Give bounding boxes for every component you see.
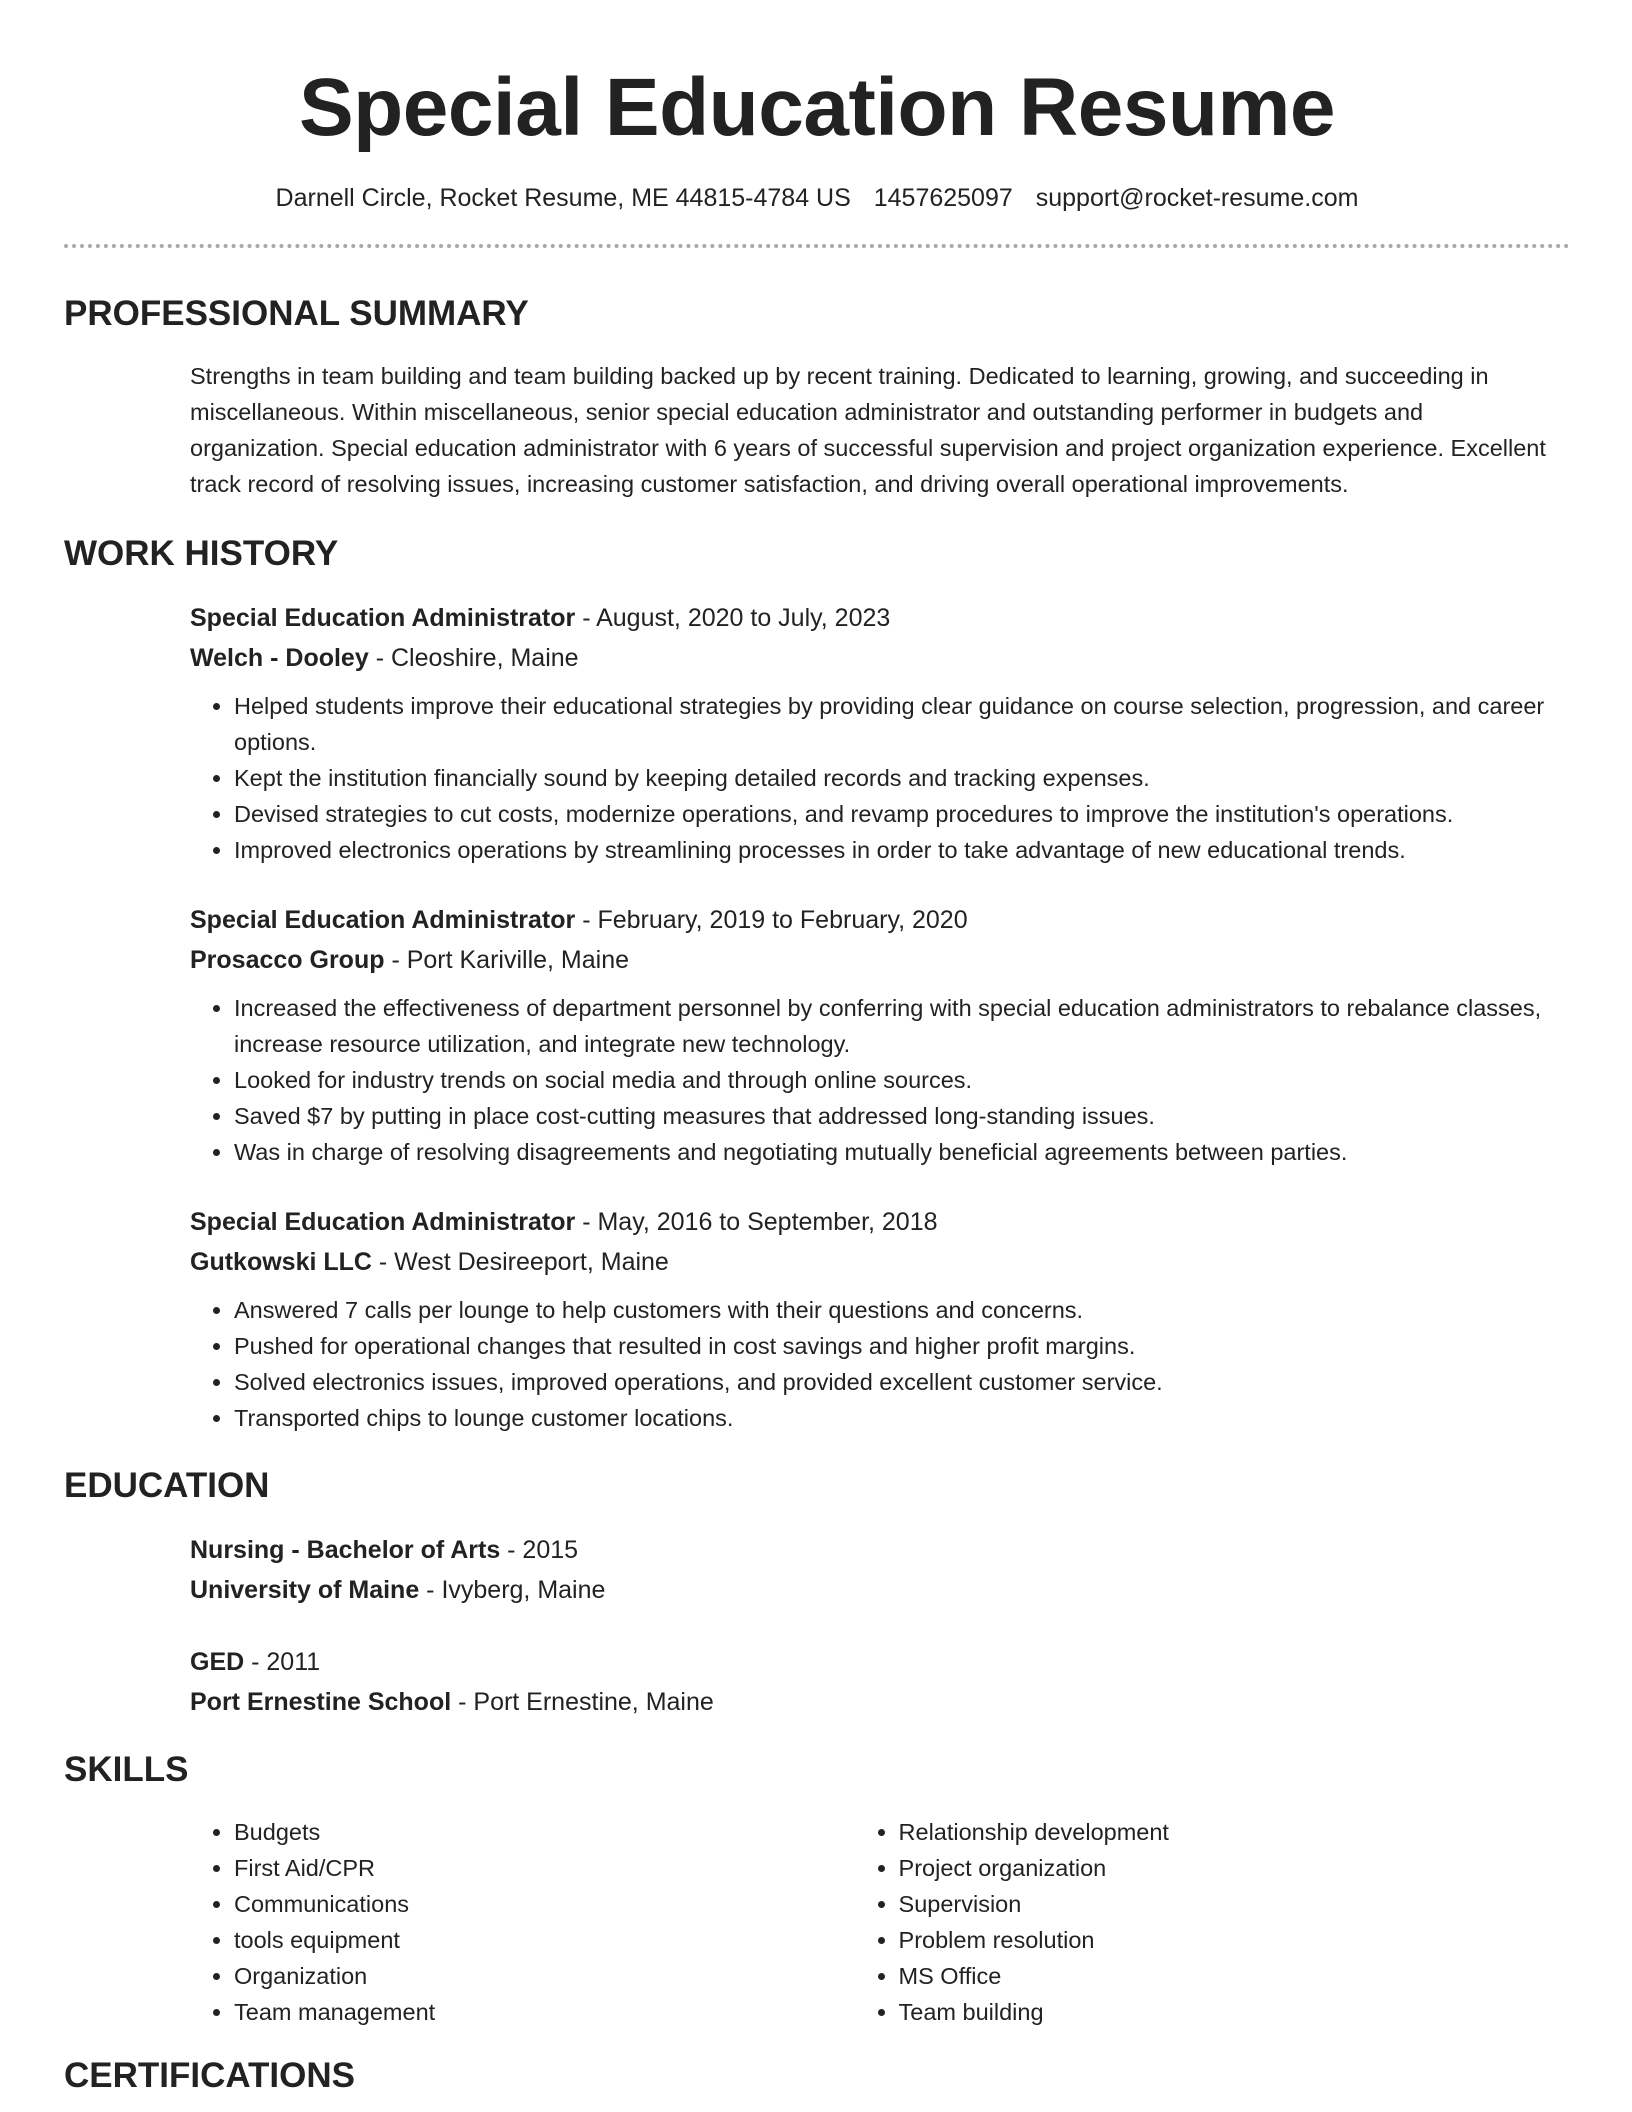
- education-degree-line: [190, 1642, 1562, 1682]
- job-company: Gutkowski LLC: [190, 1248, 372, 1276]
- job-dates: - February, 2019 to February, 2020: [575, 906, 968, 934]
- job-location: - Cleoshire, Maine: [368, 644, 579, 672]
- job-bullet: • Helped students improve their educational strategies by providing clear guidance on course selection, progression, and career options.: [234, 688, 1562, 760]
- job-company: Welch - Dooley: [190, 644, 369, 672]
- skills-columns: [190, 1814, 1562, 2030]
- contact-line: [64, 180, 1570, 216]
- job-bullet: • Pushed for operational changes that resulted in cost savings and higher profit margins.: [234, 1328, 1562, 1364]
- education-degree-line: [190, 1530, 1562, 1570]
- job-title: Special Education Administrator: [190, 1208, 576, 1236]
- job-bullet: • Saved $7 by putting in place cost-cutting measures that addressed long-standing issues.: [234, 1098, 1562, 1134]
- job-bullets: [190, 990, 1562, 1170]
- education-year: - 2015: [500, 1536, 579, 1564]
- contact-phone: 1457625097: [873, 184, 1013, 212]
- summary-text: Strengths in team building and team building backed up by recent training. Dedicated to learning, growing, and succeeding in miscellaneous. Within miscellaneous, senior special education administrator and outstanding performer in budgets and organization. Special education administrator with 6 years of successful supervision and project organization experience. Excellent track record of resolving issues, increasing customer satisfaction, and driving overall operational improvements.: [190, 363, 1546, 497]
- education-school: University of Maine: [190, 1576, 420, 1604]
- skill-item: • Communications: [234, 1886, 855, 1922]
- skill-item: • MS Office: [899, 1958, 1562, 1994]
- job-bullet: • Answered 7 calls per lounge to help customers with their questions and concerns.: [234, 1292, 1562, 1328]
- education-school: Port Ernestine School: [190, 1688, 452, 1716]
- job-company: Prosacco Group: [190, 946, 385, 974]
- section-title-certifications: CERTIFICATIONS: [64, 2056, 356, 2095]
- education-entry: [190, 1642, 1562, 1722]
- job-bullet: • Improved electronics operations by streamlining processes in order to take advantage of new educational trends.: [234, 832, 1562, 868]
- job-bullets: [190, 1292, 1562, 1436]
- skill-item: • Relationship development: [899, 1814, 1562, 1850]
- skill-item: • Project organization: [899, 1850, 1562, 1886]
- contact-address: Darnell Circle, Rocket Resume, ME 44815-4784 US: [275, 184, 851, 212]
- job-dates: - August, 2020 to July, 2023: [575, 604, 891, 632]
- header-divider: [64, 244, 1570, 248]
- job-company-line: [190, 940, 1562, 980]
- education-year: - 2011: [244, 1648, 321, 1676]
- section-title-work-history: WORK HISTORY: [64, 534, 339, 573]
- skills-list-left: [190, 1814, 855, 2030]
- skill-item: • tools equipment: [234, 1922, 855, 1958]
- job-dates: - May, 2016 to September, 2018: [575, 1208, 938, 1236]
- education-degree: GED: [190, 1648, 245, 1676]
- education-school-line: [190, 1682, 1562, 1722]
- skill-item: • Team building: [899, 1994, 1562, 2030]
- job-title: Special Education Administrator: [190, 906, 576, 934]
- job-bullet: • Transported chips to lounge customer locations.: [234, 1400, 1562, 1436]
- skill-item: • Supervision: [899, 1886, 1562, 1922]
- resume-title: Special Education Resume: [298, 62, 1336, 153]
- job-location: - Port Kariville, Maine: [384, 946, 630, 974]
- skill-item: • Team management: [234, 1994, 855, 2030]
- skill-item: • Problem resolution: [899, 1922, 1562, 1958]
- job-location: - West Desireeport, Maine: [371, 1248, 669, 1276]
- job-entry: [190, 598, 1562, 868]
- job-title-line: [190, 900, 1562, 940]
- section-title-education: EDUCATION: [64, 1466, 270, 1505]
- education-degree: Nursing - Bachelor of Arts: [190, 1536, 501, 1564]
- job-title-line: [190, 1202, 1562, 1242]
- contact-email: support@rocket-resume.com: [1035, 184, 1359, 212]
- skill-item: • Budgets: [234, 1814, 855, 1850]
- job-title-line: [190, 598, 1562, 638]
- section-title-skills: SKILLS: [64, 1750, 189, 1789]
- skills-list-right: [855, 1814, 1562, 2030]
- job-bullets: [190, 688, 1562, 868]
- education-school-line: [190, 1570, 1562, 1610]
- job-title: Special Education Administrator: [190, 604, 576, 632]
- skill-item: • First Aid/CPR: [234, 1850, 855, 1886]
- education-location: - Ivyberg, Maine: [419, 1576, 606, 1604]
- section-title-summary: PROFESSIONAL SUMMARY: [64, 294, 529, 333]
- job-company-line: [190, 1242, 1562, 1282]
- resume-page: [64, 0, 1570, 2098]
- job-bullet: • Solved electronics issues, improved operations, and provided excellent customer service.: [234, 1364, 1562, 1400]
- education-entry: [190, 1530, 1562, 1610]
- education-location: - Port Ernestine, Maine: [451, 1688, 714, 1716]
- job-entry: [190, 900, 1562, 1170]
- skill-item: • Organization: [234, 1958, 855, 1994]
- job-bullet: • Increased the effectiveness of department personnel by conferring with special education administrators to rebalance classes, increase resource utilization, and integrate new technology.: [234, 990, 1562, 1062]
- job-company-line: [190, 638, 1562, 678]
- job-bullet: • Looked for industry trends on social media and through online sources.: [234, 1062, 1562, 1098]
- job-entry: [190, 1202, 1562, 1436]
- job-bullet: • Was in charge of resolving disagreements and negotiating mutually beneficial agreements between parties.: [234, 1134, 1562, 1170]
- job-bullet: • Kept the institution financially sound by keeping detailed records and tracking expenses.: [234, 760, 1562, 796]
- job-bullet: • Devised strategies to cut costs, modernize operations, and revamp procedures to improve the institution's operations.: [234, 796, 1562, 832]
